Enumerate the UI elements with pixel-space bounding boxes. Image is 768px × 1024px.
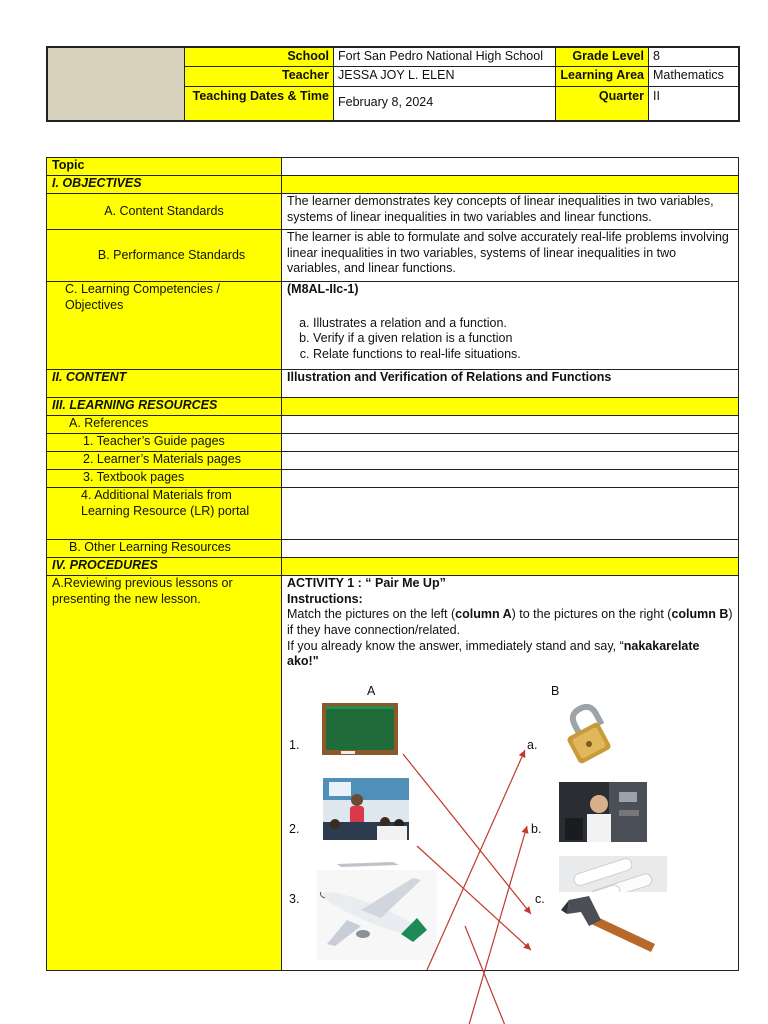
competency-item: a. Illustrates a relation and a function. xyxy=(313,316,733,332)
matching-activity xyxy=(287,670,733,970)
instructions-line-1: Match the pictures on the left (column A) to the pictures on the right (column B) if they have connection/related. xyxy=(287,607,733,637)
content-standards-text: The learner demonstrates key concepts of linear inequalities in two variables, systems of linear inequalities in two variables and linear functions. xyxy=(282,194,739,230)
column-a-header: A xyxy=(367,683,376,698)
column-b-header: B xyxy=(551,683,560,698)
grade-value: 8 xyxy=(649,47,740,67)
grade-label: Grade Level xyxy=(556,47,649,67)
item-number: 2. xyxy=(289,821,300,836)
reviewing-label: A.Reviewing previous lessons or presenting the new lesson. xyxy=(47,576,282,971)
item-letter: b. xyxy=(531,821,542,836)
item-letter: a. xyxy=(527,737,538,752)
item-letter: c. xyxy=(535,891,545,906)
competency-item: c. Relate functions to real-life situations. xyxy=(313,347,733,363)
competency-item: b. Verify if a given relation is a function xyxy=(313,331,733,347)
school-value: Fort San Pedro National High School xyxy=(334,47,556,67)
topic-label: Topic xyxy=(47,158,282,176)
objectives-heading: I. OBJECTIVES xyxy=(47,176,282,194)
competencies-cell xyxy=(282,282,739,370)
dates-value: February 8, 2024 xyxy=(334,86,556,121)
performance-standards-label: B. Performance Standards xyxy=(47,230,282,282)
competencies-label: C. Learning Competencies / Objectives xyxy=(47,282,282,370)
school-label: School xyxy=(185,47,334,67)
quarter-label: Quarter xyxy=(556,86,649,121)
instructions-label: Instructions: xyxy=(287,591,363,606)
area-label: Learning Area xyxy=(556,67,649,87)
references-label: A. References xyxy=(47,416,282,434)
area-value: Mathematics xyxy=(649,67,740,87)
content-heading: II. CONTENT xyxy=(47,370,282,398)
item-number: 3. xyxy=(289,891,300,906)
match-line-2 xyxy=(417,846,531,950)
additional-materials-label: 4. Additional Materials from Learning Resource (LR) portal xyxy=(47,488,282,540)
competency-list xyxy=(287,316,733,363)
matching-lines xyxy=(287,670,747,970)
textbook-label: 3. Textbook pages xyxy=(47,470,282,488)
competency-code: (M8AL-IIc-1) xyxy=(287,282,359,296)
match-line-5 xyxy=(447,826,527,1024)
match-line-3 xyxy=(427,750,525,970)
teacher-value: JESSA JOY L. ELEN xyxy=(334,67,556,87)
quarter-value: II xyxy=(649,86,740,121)
performance-standards-text: The learner is able to formulate and solve accurately real-life problems involving linear inequalities in two variables, systems of linear inequalities in two variables, and linear functions. xyxy=(282,230,739,282)
dates-label: Teaching Dates & Time xyxy=(185,86,334,121)
other-resources-label: B. Other Learning Resources xyxy=(47,540,282,558)
content-value: Illustration and Verification of Relations and Functions xyxy=(282,370,739,398)
learners-materials-label: 2. Learner’s Materials pages xyxy=(47,452,282,470)
header-table xyxy=(46,46,740,122)
activity-cell xyxy=(282,576,739,971)
resources-heading: III. LEARNING RESOURCES xyxy=(47,398,282,416)
procedures-heading: IV. PROCEDURES xyxy=(47,558,282,576)
teachers-guide-label: 1. Teacher’s Guide pages xyxy=(47,434,282,452)
teacher-label: Teacher xyxy=(185,67,334,87)
activity-title: ACTIVITY 1 : “ Pair Me Up” xyxy=(287,576,446,590)
lesson-log-table xyxy=(46,157,739,971)
logo-cell xyxy=(47,47,185,121)
topic-value xyxy=(282,158,739,176)
instructions-line-2: If you already know the answer, immediately stand and say, “nakakarelate ako!" xyxy=(287,638,700,669)
item-number: 1. xyxy=(289,737,300,752)
match-line-1 xyxy=(403,754,531,914)
content-standards-label: A. Content Standards xyxy=(47,194,282,230)
